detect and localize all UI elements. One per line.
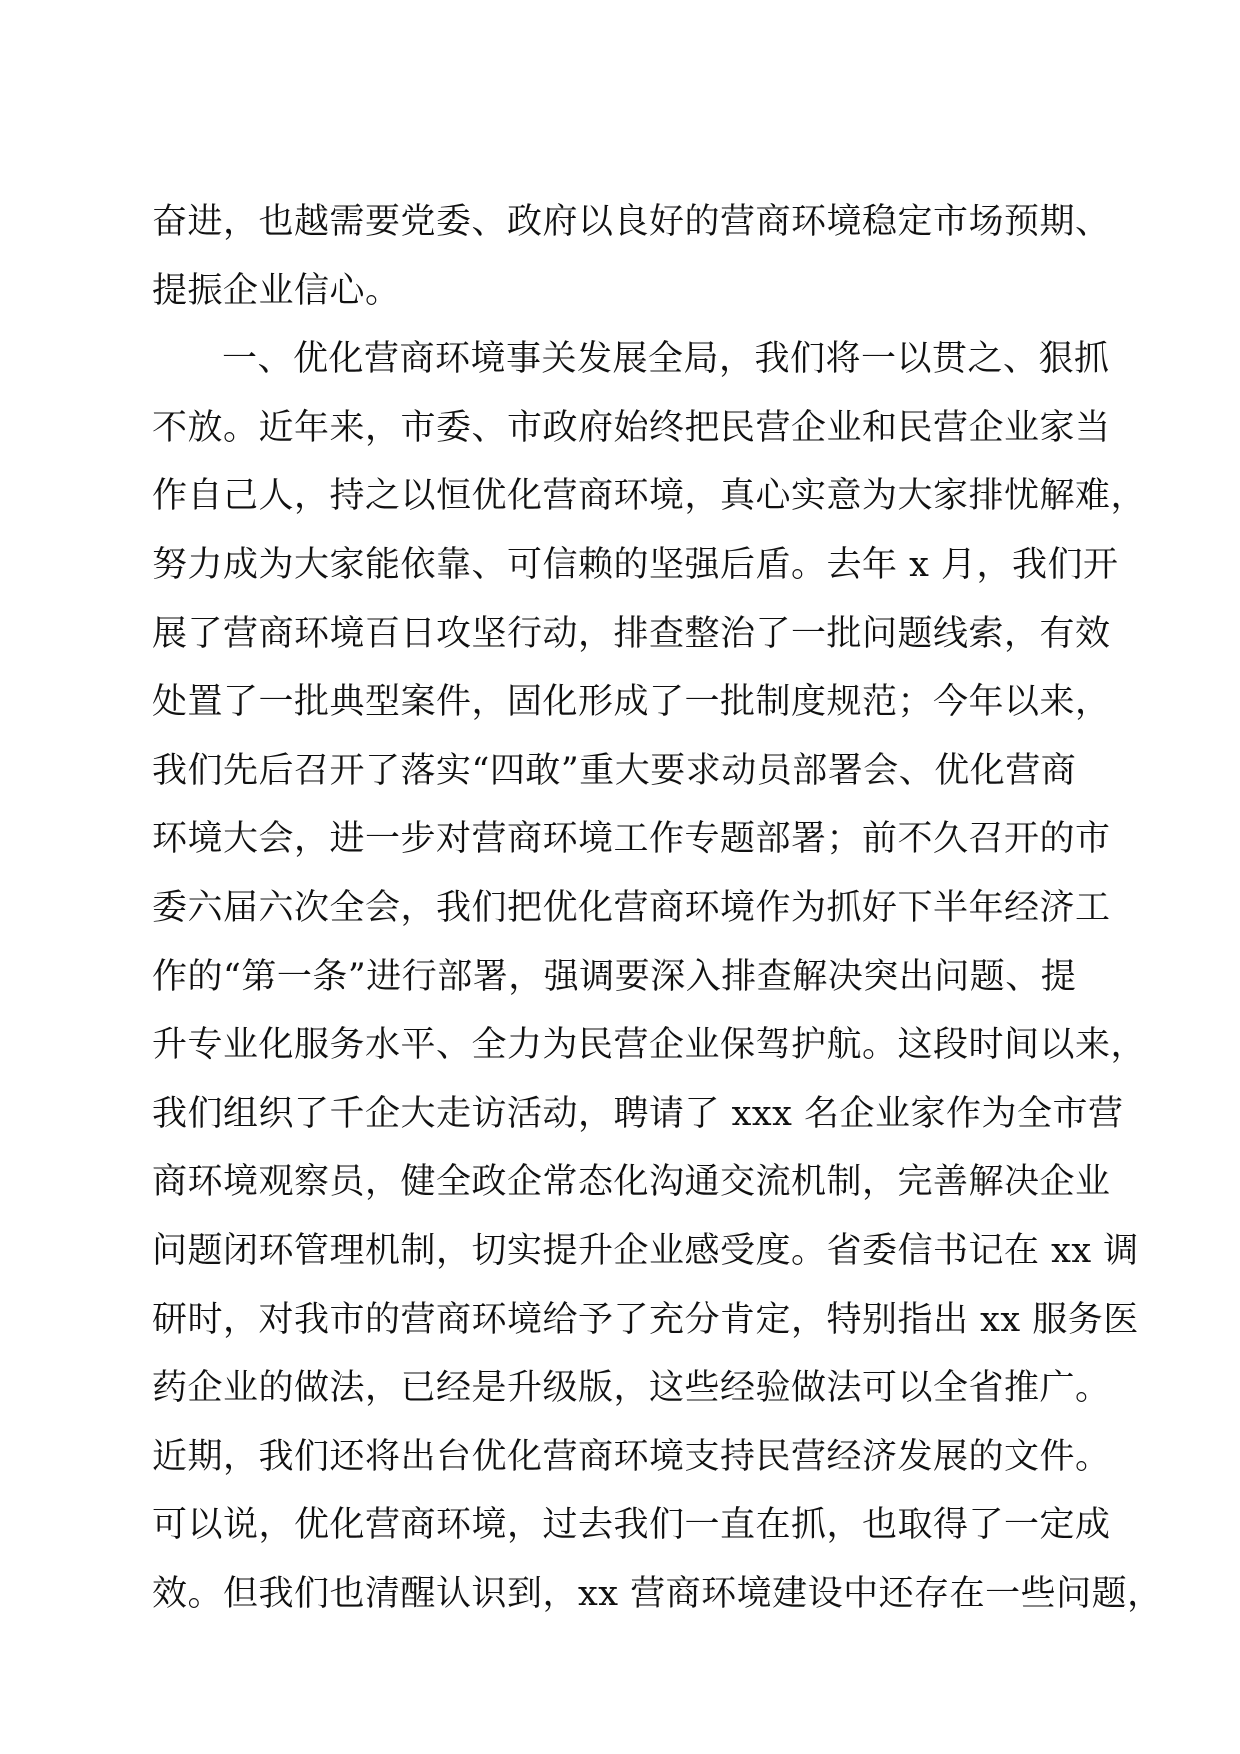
text-line-1: 奋进，也越需要党委、政府以良好的营商环境稳定市场预期、 (152, 202, 1111, 242)
text-line-3: 一、优化营商环境事关发展全局，我们将一以贯之、狠抓 (222, 339, 1110, 380)
body-text (152, 188, 1163, 1628)
text-line-17: 研时，对我市的营商环境给予了充分肯定，特别指出 xx 服务医 (152, 1299, 1139, 1340)
text-line-19: 近期，我们还将出台优化营商环境支持民营经济发展的文件。 (152, 1436, 1111, 1477)
text-line-12: 作的“第一条”进行部署，强调要深入排查解决突出问题、提 (152, 956, 1077, 997)
text-line-4: 不放。近年来，市委、市政府始终把民营企业和民营企业家当 (152, 407, 1111, 448)
text-line-9: 我们先后召开了落实“四敢”重大要求动员部署会、优化营商 (152, 750, 1077, 791)
text-line-21: 效。但我们也清醒认识到，xx 营商环境建设中还存在一些问题， (152, 1573, 1163, 1614)
text-line-16: 问题闭环管理机制，切实提升企业感受度。省委信书记在 xx 调 (152, 1230, 1139, 1271)
text-line-15: 商环境观察员，健全政企常态化沟通交流机制，完善解决企业 (152, 1162, 1111, 1203)
text-line-7: 展了营商环境百日攻坚行动，排查整治了一批问题线索，有效 (152, 613, 1111, 654)
text-line-14: 我们组织了千企大走访活动，聘请了 xxx 名企业家作为全市营 (152, 1093, 1124, 1134)
text-line-10: 环境大会，进一步对营商环境工作专题部署；前不久召开的市 (152, 819, 1111, 860)
text-line-6: 努力成为大家能依靠、可信赖的坚强后盾。去年 x 月，我们开 (152, 544, 1119, 585)
text-line-18: 药企业的做法，已经是升级版，这些经验做法可以全省推广。 (152, 1368, 1111, 1409)
text-line-11: 委六届六次全会，我们把优化营商环境作为抓好下半年经济工 (152, 887, 1111, 928)
text-line-20: 可以说，优化营商环境，过去我们一直在抓，也取得了一定成 (152, 1505, 1111, 1546)
text-line-5: 作自己人，持之以恒优化营商环境，真心实意为大家排忧解难， (152, 476, 1147, 517)
text-line-8: 处置了一批典型案件，固化形成了一批制度规范；今年以来， (152, 682, 1111, 723)
text-line-13: 升专业化服务水平、全力为民营企业保驾护航。这段时间以来， (152, 1025, 1147, 1066)
text-line-2: 提振企业信心。 (152, 270, 401, 311)
